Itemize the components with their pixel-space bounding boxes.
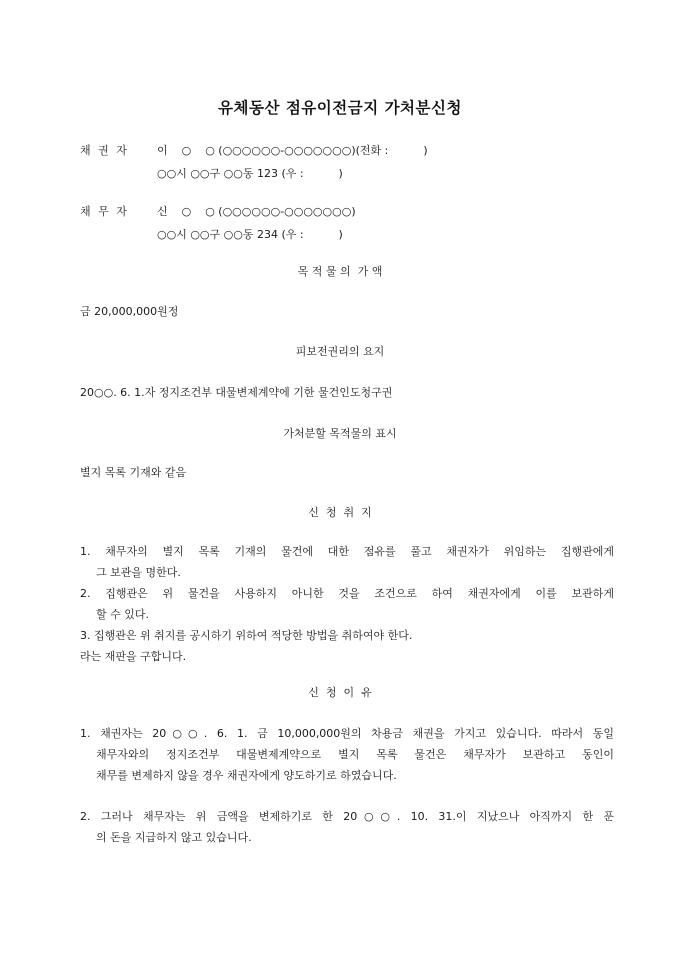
purpose-item-1: 1. 채무자의 별지 목록 기재의 물건에 대한 점유를 풀고 채권자가 위임하는 집행관에게 [80, 545, 614, 558]
debtor-label: 채 무 자 [80, 205, 129, 218]
purpose-item-3: 3. 집행관은 위 취지를 공시하기 위하여 적당한 방법을 취하여야 한다. [80, 629, 413, 642]
purpose-heading: 신 청 취 지 [308, 506, 372, 519]
reasons-paragraph-2 [80, 810, 614, 852]
reasons-p1-line-2: 채무자와의 정지조건부 대물변제계약으로 별지 목록 물건은 채무자가 보관하고 동인이 [96, 748, 614, 761]
reasons-heading: 신 청 이 유 [308, 686, 372, 699]
reasons-paragraph-1 [80, 727, 614, 790]
purpose-closing: 라는 재판을 구합니다. [80, 650, 187, 663]
object-value-content: 금 20,000,000원정 [80, 305, 179, 318]
reasons-p1-line-1: 1. 채권자는 20○○. 6. 1. 금 10,000,000원의 차용금 채권을 가지고 있습니다. 따라서 동일 [80, 727, 614, 740]
debtor-block [80, 205, 620, 245]
purpose-item-2-cont: 할 수 있다. [96, 608, 149, 621]
purpose-item-1-cont: 그 보관을 명한다. [96, 566, 181, 579]
document-title: 유체동산 점유이전금지 가처분신청 [218, 99, 462, 117]
debtor-name-line: 신 ○ ○ (○○○○○○-○○○○○○○) [157, 205, 356, 218]
reasons-p2-line-2: 의 돈을 지급하지 않고 있습니다. [96, 831, 252, 844]
reasons-p2-line-1: 2. 그러나 채무자는 위 금액을 변제하기로 한 20○○. 10. 31.이 지났으나 아직까지 한 푼 [80, 810, 614, 823]
object-display-heading: 가처분할 목적물의 표시 [283, 427, 397, 440]
object-value-heading: 목 적 물 의 가 액 [297, 265, 383, 278]
creditor-name-line: 이 ○ ○ (○○○○○○-○○○○○○○)(전화 : ) [157, 144, 428, 157]
debtor-address-line: ○○시 ○○구 ○○동 234 (우 : ) [157, 228, 343, 241]
reasons-p1-line-3: 채무를 변제하지 않을 경우 채권자에게 양도하기로 하였습니다. [96, 769, 397, 782]
purpose-list [80, 545, 614, 671]
creditor-address-line: ○○시 ○○구 ○○동 123 (우 : ) [157, 167, 343, 180]
creditor-block [80, 144, 620, 184]
object-display-content: 별지 목록 기재와 같음 [80, 466, 187, 479]
protected-right-content: 20○○. 6. 1.자 정지조건부 대물변제계약에 기한 물건인도청구권 [80, 386, 393, 399]
purpose-item-2: 2. 집행관은 위 물건을 사용하지 아니한 것을 조건으로 하여 채권자에게 이를 보관하게 [80, 587, 614, 600]
protected-right-heading: 피보전권리의 요지 [295, 345, 385, 358]
creditor-label: 채 권 자 [80, 144, 129, 157]
